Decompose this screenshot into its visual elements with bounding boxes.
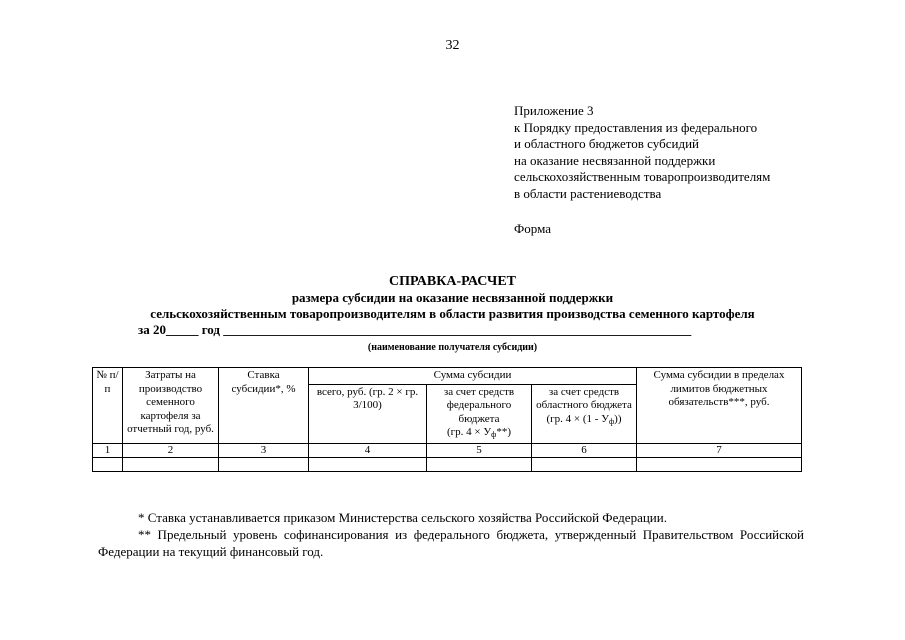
column-number-row	[93, 443, 802, 458]
header-cell-federal	[427, 384, 532, 443]
appendix-line: к Порядку предоставления из федерального	[514, 119, 758, 135]
appendix-header	[514, 103, 770, 203]
footnote-cofinancing: ** Предельный уровень софинансирования из федерального бюджета, утвержденный Правительством Российской Федерации на текущий финансовый год.	[98, 527, 804, 559]
formula-part: ))	[614, 412, 622, 425]
form-label: Форма	[514, 221, 551, 236]
formula-subscript: ф	[608, 416, 615, 426]
appendix-line: на оказание несвязанной поддержки	[514, 152, 716, 168]
appendix-line: и областного бюджетов субсидий	[514, 136, 699, 152]
column-number: 7	[637, 443, 802, 458]
appendix-line: сельскохозяйственным товаропроизводителям	[514, 169, 771, 185]
footnotes	[98, 509, 804, 560]
header-cell-subsidy-limit: Сумма субсидии в пределах лимитов бюджетных обязательств***, руб.	[637, 368, 802, 444]
header-cell-costs: Затраты на производство семенного картофеля за отчетный год, руб.	[123, 368, 219, 444]
header-cell-regional	[532, 384, 637, 443]
table-header-row	[93, 368, 802, 385]
header-federal-formula	[429, 426, 529, 442]
year-recipient-line: за 20_____ год ________________________________________________________________________	[138, 322, 692, 337]
column-number: 6	[532, 443, 637, 458]
header-cell-number: № п/п	[93, 368, 123, 444]
column-number: 1	[93, 443, 123, 458]
page-number: 32	[445, 38, 460, 53]
header-cell-total: всего, руб. (гр. 2 × гр. 3/100)	[309, 384, 427, 443]
column-number: 5	[427, 443, 532, 458]
table-cell-empty	[637, 458, 802, 472]
table-cell-empty	[123, 458, 219, 472]
document-title: СПРАВКА-РАСЧЕТ	[388, 274, 517, 289]
header-cell-rate: Ставка субсидии*, %	[219, 368, 309, 444]
table-cell-empty	[93, 458, 123, 472]
table-row-empty	[93, 458, 802, 472]
document-subtitle-line: размера субсидии на оказание несвязанной поддержки	[291, 290, 614, 305]
appendix-line: в области растениеводства	[514, 185, 662, 201]
column-number: 3	[219, 443, 309, 458]
column-number: 2	[123, 443, 219, 458]
formula-subscript: ф	[491, 430, 497, 439]
document-subtitle-line: сельскохозяйственным товаропроизводителям в области развития производства семенного картофеля	[150, 306, 755, 321]
formula-part: (гр. 4 × У	[446, 426, 492, 438]
column-number: 4	[309, 443, 427, 458]
table-cell-empty	[309, 458, 427, 472]
header-regional-text: за счет средств областного бюджета	[536, 385, 632, 411]
recipient-caption: (наименование получателя субсидии)	[367, 342, 538, 353]
footnote-rate: * Ставка устанавливается приказом Министерства сельского хозяйства Российской Федерации.	[138, 510, 667, 525]
formula-part: **)	[496, 426, 512, 438]
table-cell-empty	[219, 458, 309, 472]
header-regional-formula	[534, 413, 634, 429]
table-cell-empty	[427, 458, 532, 472]
header-federal-text: за счет средств федерального бюджета	[443, 385, 515, 425]
formula-part: (гр. 4 × (1 - У	[546, 412, 609, 425]
header-cell-subsidy-group: Сумма субсидии	[309, 368, 637, 385]
table-cell-empty	[532, 458, 637, 472]
appendix-line: Приложение 3	[514, 103, 594, 118]
subsidy-calculation-table	[92, 367, 802, 472]
